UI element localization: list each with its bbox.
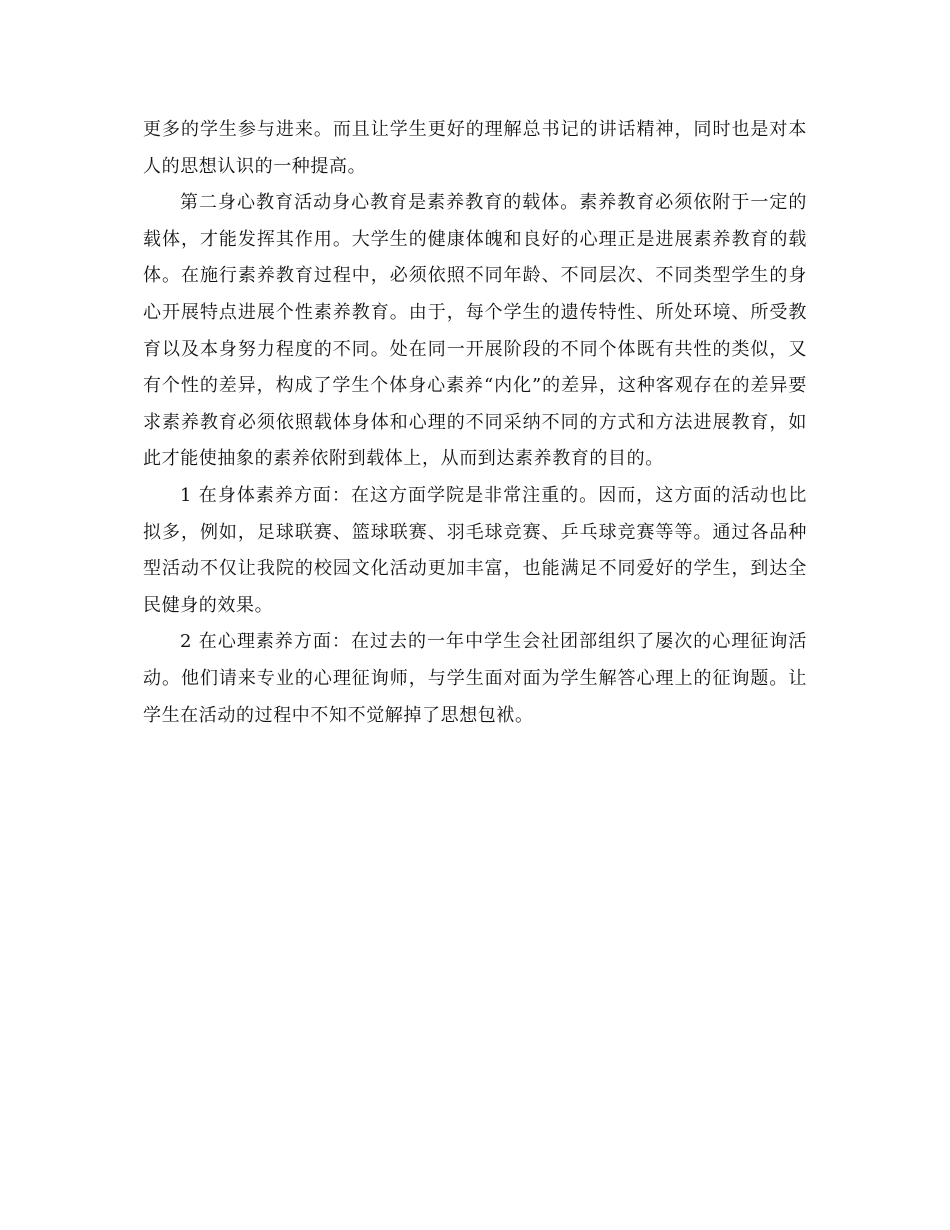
paragraph-physical-quality: 1 在身体素养方面：在这方面学院是非常注重的。因而，这方面的活动也比拟多，例如，足球联赛、篮球联赛、羽毛球竞赛、乒乓球竞赛等等。通过各品种型活动不仅让我院的校园文化活动更加丰富，也能满足不同爱好的学生，到达全民健身的效果。	[143, 484, 807, 616]
paragraph-mental-physical-education: 第二身心教育活动身心教育是素养教育的载体。素养教育必须依附于一定的载体，才能发挥其作用。大学生的健康体魄和良好的心理正是进展素养教育的载体。在施行素养教育过程中，必须依照不同年龄、不同层次、不同类型学生的身心开展特点进展个性素养教育。由于，每个学生的遗传特性、所处环境、所受教育以及本身努力程度的不同。处在同一开展阶段的不同个体既有共性的类似，又有个性的差异，构成了学生个体身心素养“内化”的差异，这种客观存在的差异要求素养教育必须依照载体身体和心理的不同采纳不同的方式和方法进展教育，如此才能使抽象的素养依附到载体上，从而到达素养教育的目的。	[143, 192, 807, 470]
document-body	[143, 112, 807, 734]
paragraph-continuation: 更多的学生参与进来。而且让学生更好的理解总书记的讲话精神，同时也是对本人的思想认识的一种提高。	[143, 119, 807, 177]
paragraph-psychological-quality: 2 在心理素养方面：在过去的一年中学生会社团部组织了屡次的心理征询活动。他们请来专业的心理征询师，与学生面对面为学生解答心理上的征询题。让学生在活动的过程中不知不觉解掉了思想包袱。	[143, 631, 807, 726]
